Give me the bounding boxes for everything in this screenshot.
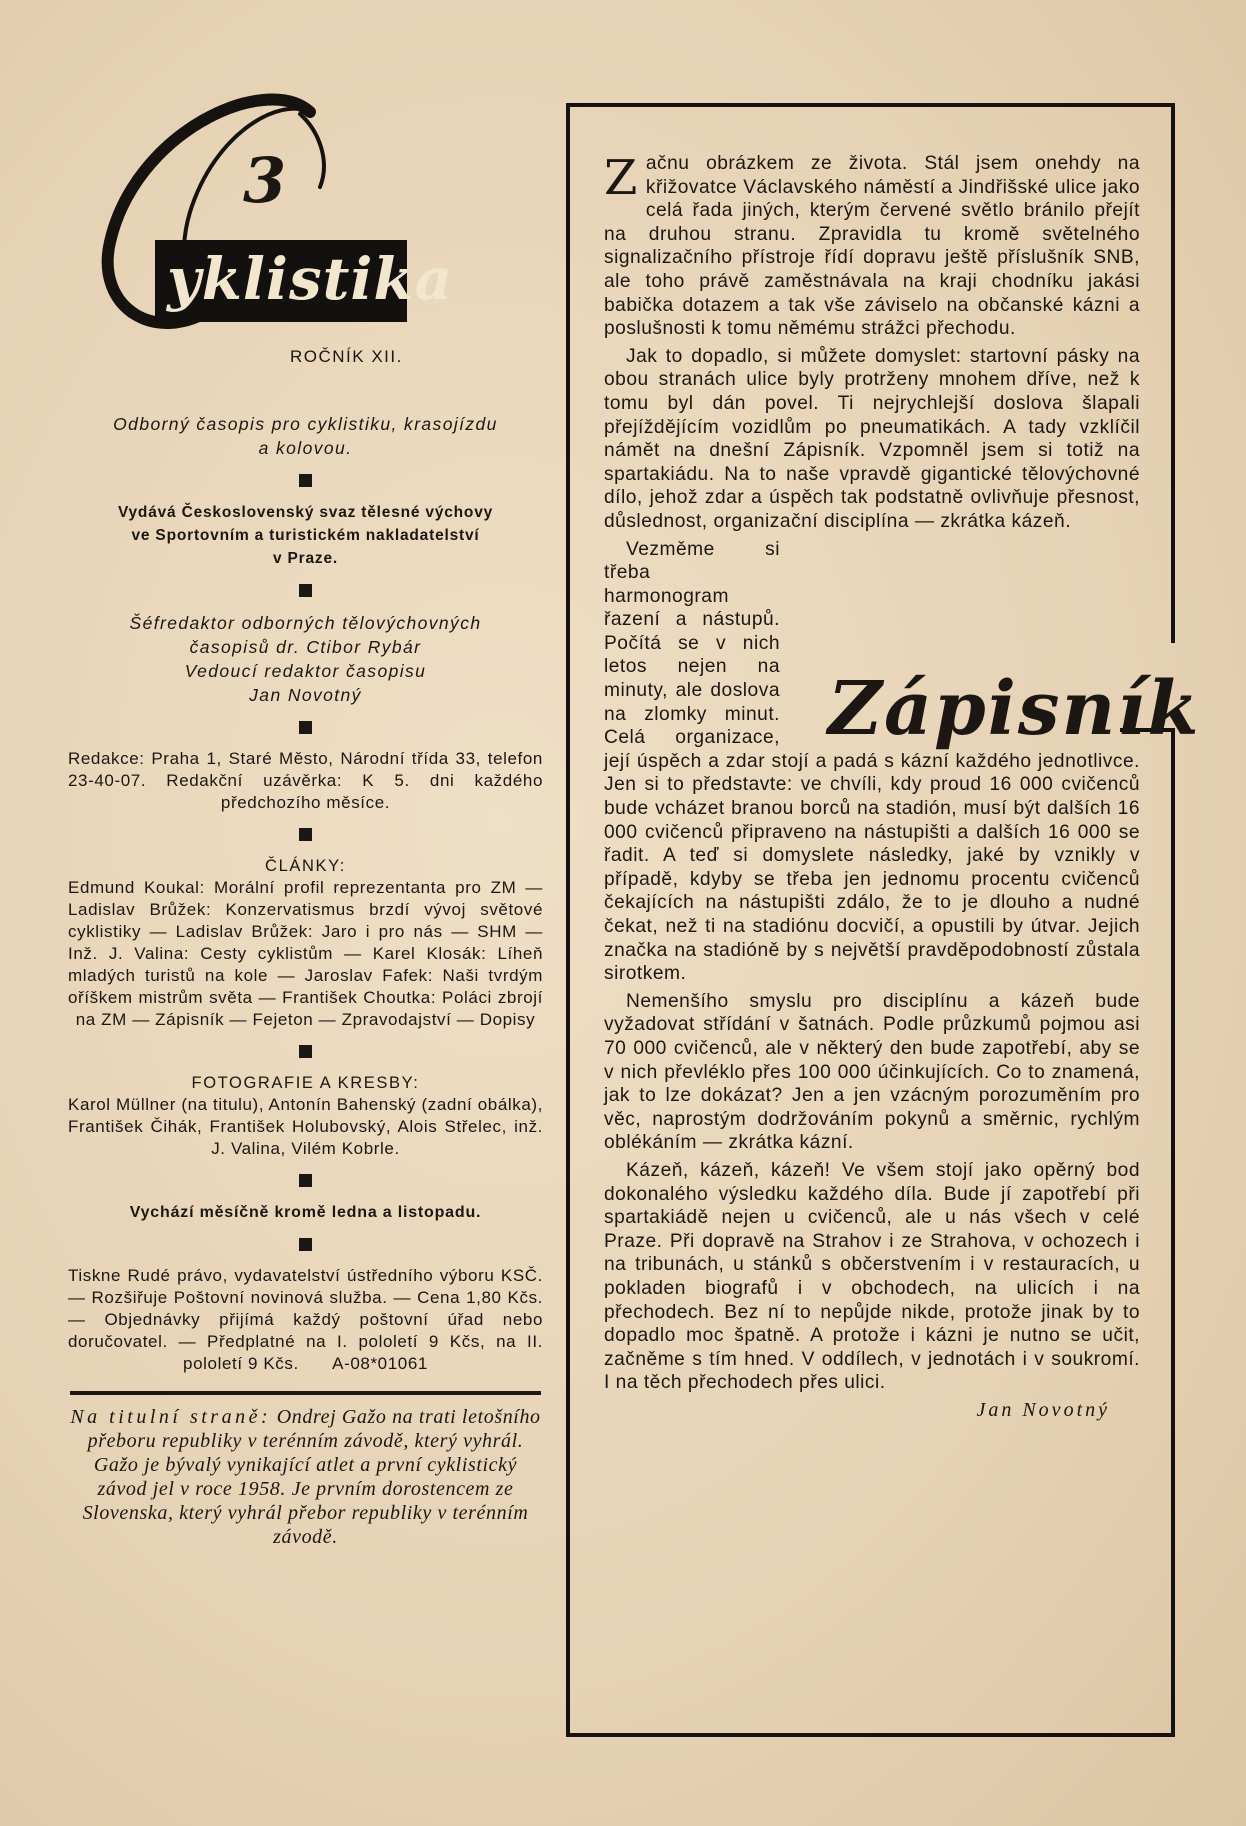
- frame-right-upper: [1171, 103, 1175, 643]
- drop-cap: Z: [604, 150, 638, 206]
- editor-line-3: Vedoucí redaktor časopisu: [184, 661, 427, 681]
- separator-square: [299, 721, 312, 734]
- volume-label: ROČNÍK XII.: [290, 347, 403, 366]
- magazine-title: yklistika: [167, 245, 454, 313]
- divider-rule: [70, 1391, 541, 1395]
- separator-square: [299, 1238, 312, 1251]
- printing-info: [68, 1265, 543, 1375]
- article-heading: Zápisník: [828, 666, 1201, 752]
- paragraph-1-text: ačnu obrázkem ze života. Stál jsem onehdy na křižovatce Václavského náměstí a Jindřišské ulice jako celá řada jiných, kterým červené světlo bránilo přejít na druhou stranu. Zpravidla tu kromě světelného signalizačního přístroje řídí dopravu ještě příslušník SNB, ale toho právě zaměstnávala na kraji chodníku jakási babička dotazem a tak vše záviselo na občanské kázni a poslušnosti k tomu němému strážci přechodu.: [604, 153, 1140, 340]
- editor-line-4: Jan Novotný: [249, 685, 362, 705]
- photos-heading: FOTOGRAFIE A KRESBY:: [191, 1074, 420, 1092]
- cover-caption: [68, 1405, 543, 1549]
- editor-line-2: časopisů dr. Ctibor Rybár: [189, 637, 422, 657]
- separator-square: [299, 474, 312, 487]
- separator-square: [299, 1045, 312, 1058]
- imprint-column: [68, 412, 543, 1549]
- editorial-office: Redakce: Praha 1, Staré Město, Národní třída 33, telefon 23-40-07. Redakční uzávěrka: K 5. dni každého předchozího měsíce.: [68, 749, 543, 812]
- article-paragraph-1: [604, 152, 1140, 341]
- c-letter-ornament: [95, 92, 435, 372]
- frame-left: [566, 103, 570, 1737]
- issue-number: 3: [243, 144, 287, 217]
- author-signature: Jan Novotný: [976, 1398, 1110, 1421]
- frequency-note: Vychází měsíčně kromě ledna a listopadu.: [129, 1204, 482, 1221]
- separator-square: [299, 828, 312, 841]
- publisher-line-2: ve Sportovním a turistickém nakladatelství: [131, 527, 480, 544]
- cover-caption-text: Ondrej Gažo na trati letošního přeboru republiky v terénním závodě, který vyhrál. Gažo je bývalý vynikající atlet a první cyklistický závod jel v roce 1958. Je prvním dorostencem ze Slovenska, který vyhrál přebor republiky v terénním závodě.: [82, 1406, 541, 1548]
- photos-credits: Karol Müllner (na titulu), Antonín Bahenský (zadní obálka), František Čihák, František Holubovský, Alois Střelec, inž. J. Valina, Vilém Kobrle.: [68, 1095, 543, 1158]
- article-paragraph-4: Nemenšího smyslu pro disciplínu a kázeň bude vyžadovat střídání v šatnách. Podle průzkumů pojmou asi 70 000 cvičenců, ale v některý den bude zapotřebí, aby se v nich převléklo přes 100 000 účinkujících. Co to znamená, jak to lze dokázat? Jen a jen vzácným porozuměním pro věc, naprostým dodržováním pokynů a směrnic, rychlým oblékáním — zkrátka kázní.: [604, 990, 1140, 1154]
- description-line-2: a kolovou.: [258, 438, 353, 458]
- printing-text: Tiskne Rudé právo, vydavatelství ústředního výboru KSČ. — Rozšiřuje Poštovní novinová služba. — Cena 1,80 Kčs. — Objednávky přijímá každý poštovní úřad nebo doručovatel. — Předplatné na I. pololetí 9 Kčs, na II. pololetí 9 Kčs.: [68, 1266, 543, 1373]
- articles-list: Edmund Koukal: Morální profil reprezentanta pro ZM — Ladislav Brůžek: Konzervatismus brzdí vývoj světové cyklistiky — Ladislav Brůžek: Jaro i pro nás — SHM — Inž. J. Valina: Cesty cyklistům — Karel Klosák: Líheň mladých turistů na kole — Jaroslav Fafek: Naši tvrdým oříškem mistrům světa — František Choutka: Poláci zbrojí na ZM — Zápisník — Fejeton — Zpravodajství — Dopisy: [68, 878, 543, 1029]
- cover-label: Na titulní straně:: [70, 1406, 272, 1428]
- description-line-1: Odborný časopis pro cyklistiku, krasojízdu: [113, 414, 498, 434]
- frame-right-lower: [1171, 728, 1175, 1737]
- article-body: [604, 152, 1140, 1422]
- frame-bottom: [566, 1733, 1175, 1737]
- masthead: [95, 92, 454, 372]
- editor-line-1: Šéfredaktor odborných tělovýchovných: [129, 613, 482, 633]
- catalog-code: A-08*01061: [332, 1354, 428, 1373]
- publisher-line-1: Vydává Československý svaz tělesné výchovy: [117, 504, 494, 521]
- article-paragraph-2: Jak to dopadlo, si můžete domyslet: startovní pásky na obou stranách ulice byly protrženy mnohem dříve, než k tomu byl dán povel. Ti nejrychlejší doslova šlapali přejíždějícím vozidlům po pneumatikách. A tady vzklíčil námět na dnešní Zápisník. Vzpomněl jsem si totiž na spartakiádu. Na to naše vpravdě gigantické tělovýchovné dílo, jehož zdar a úspěch tak podstatně ovlivňuje přesnost, důslednost, organizační disciplína — zkrátka kázeň.: [604, 345, 1140, 532]
- articles-heading: ČLÁNKY:: [265, 857, 346, 875]
- frame-top: [566, 103, 1175, 107]
- publisher-line-3: v Praze.: [273, 550, 338, 567]
- article-paragraph-3: Vezměme si třeba harmonogram řazení a nástupů. Počítá se v nich letos nejen na minuty, ale doslova na zlomky minut. Celá organizace, její úspěch a zdar stojí a padá s kázní každého jednotlivce. Jen si to představte: ve chvíli, kdy proud 16 000 cvičenců bude vcházet branou borců na stadión, musí být dalších 16 000 cvičenců připraveno na nástupišti a dalších 16 000 se řadit. A teď si domyslete následky, jaké by vznikly v případě, kdyby se třeba jen jednomu procentu cvičenců čekajících na nástupišti zdálo, že to je dlouho a nudné čekat, než ti na stadiónu docvičí, a opustili by útvar. Jejich značka na stadióně by s největší pravděpodobností zůstala sirotkem.: [604, 538, 1140, 985]
- separator-square: [299, 584, 312, 597]
- article-paragraph-5: Kázeň, kázeň, kázeň! Ve všem stojí jako opěrný bod dokonalého výsledku každého díla. Bude jí zapotřebí při spartakiádě nejen u cvičenců, ale u nás všech v celé Praze. Při dopravě na Strahov i ze Strahova, v ochozech i na tribunách, u stánků s občerstvením i v restauracích, u pokladen biografů i v obchodech, na ulicích i na přechodech. Bez ní to nepůjde nikde, protože jinak by to dopadlo moc špatně. A protože i kázni je nutno se učit, začněme s tím hned. V oddílech, v jednotách i v soukromí. I na těch přechodech přes ulici.: [604, 1159, 1140, 1394]
- separator-square: [299, 1174, 312, 1187]
